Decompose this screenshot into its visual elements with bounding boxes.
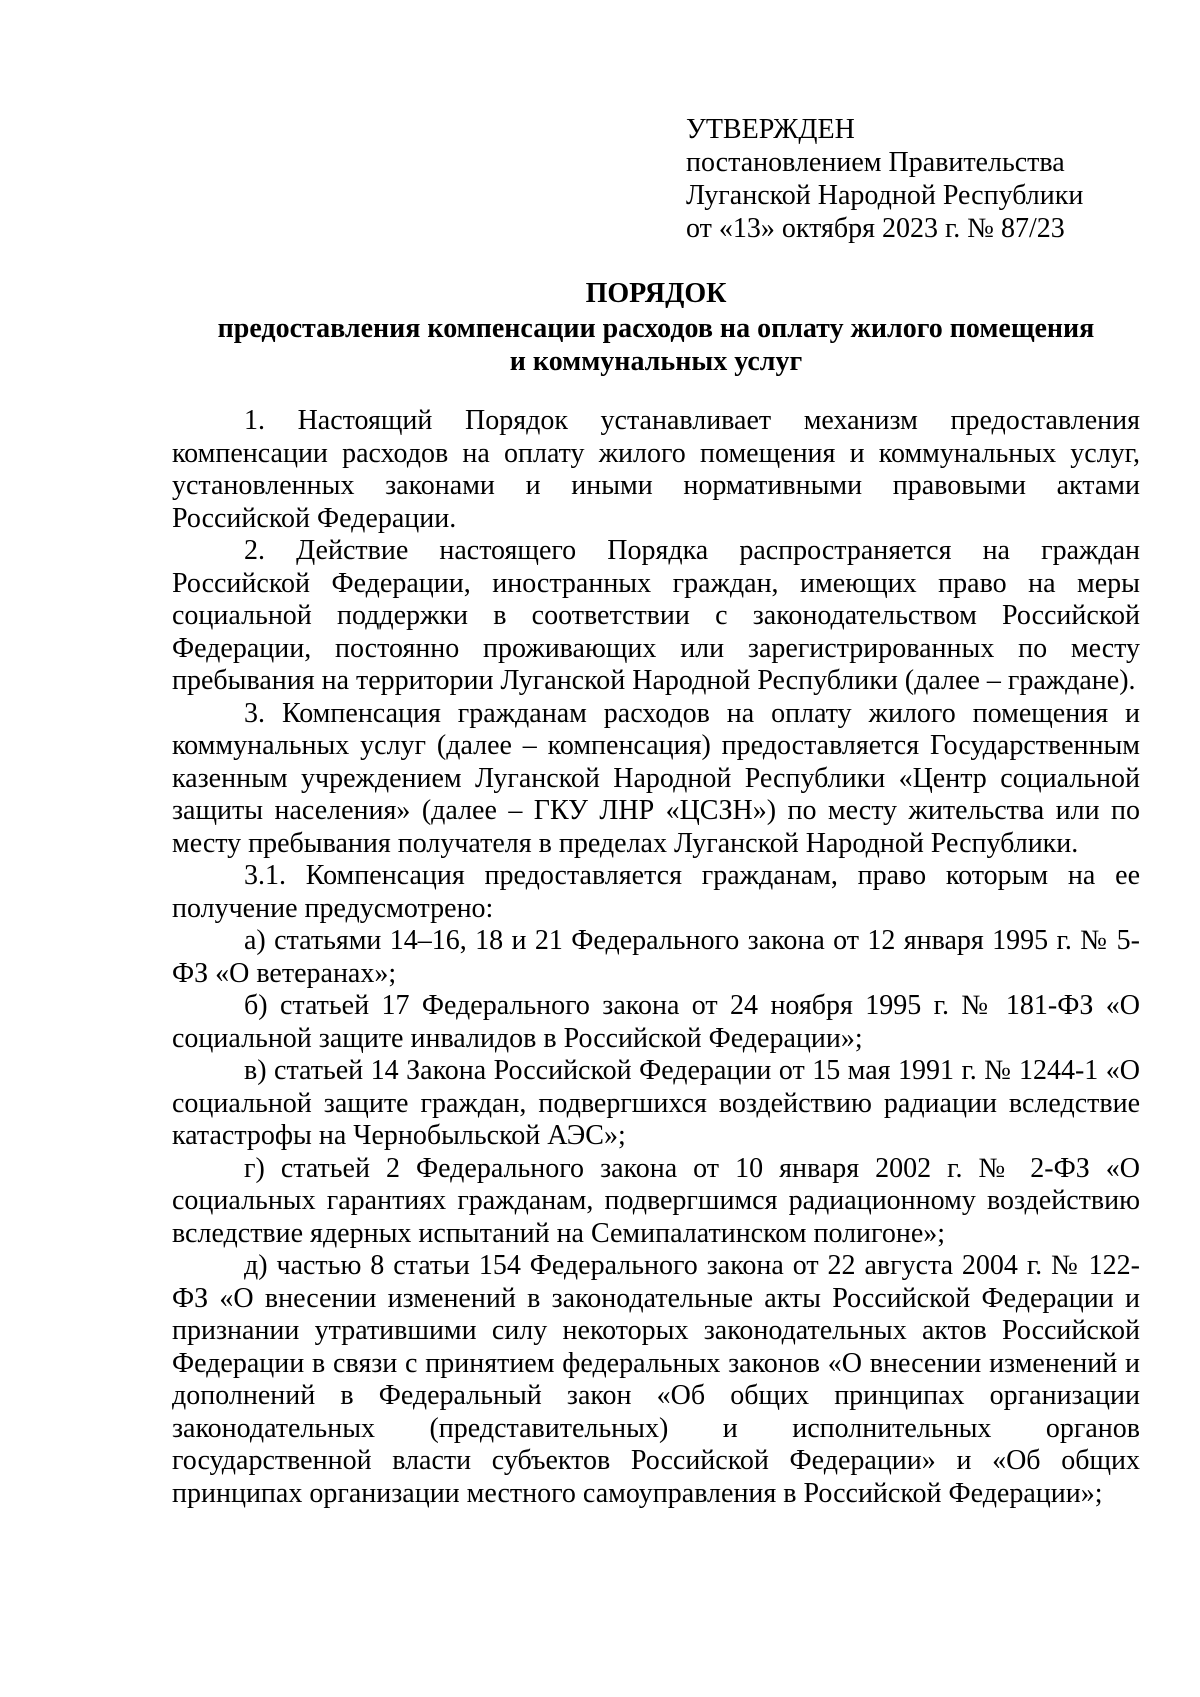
paragraph-3-1: 3.1. Компенсация предоставляется гражданам, право которым на ее получение предусмотрено: bbox=[172, 860, 1140, 924]
list-item-d: д) частью 8 статьи 154 Федерального закона от 22 августа 2004 г. № 122-ФЗ «О внесении изменений в законодательные акты Российской Федерации и признании утратившими силу некоторых законодательных актов Российской Федерации в связи с принятием федеральных законов «О внесении изменений и дополнений в Федеральный закон «Об общих принципах организации законодательных (представительных) и исполнительных органов государственной власти субъектов Российской Федерации» и «Об общих принципах организации местного самоуправления в Российской Федерации»; bbox=[172, 1250, 1140, 1509]
document-subtitle-line-2: и коммунальных услуг bbox=[509, 346, 803, 377]
approval-resolution-line: постановлением Правительства bbox=[686, 147, 1065, 178]
list-item-v: в) статьей 14 Закона Российской Федерации от 15 мая 1991 г. № 1244-1 «О социальной защите граждан, подвергшихся воздействию радиации вследствие катастрофы на Чернобыльской АЭС»; bbox=[172, 1055, 1140, 1151]
document-body bbox=[172, 405, 1140, 1510]
approval-stamp-block bbox=[686, 113, 1156, 245]
document-heading bbox=[172, 276, 1140, 378]
list-item-a: а) статьями 14–16, 18 и 21 Федерального закона от 12 января 1995 г. № 5-ФЗ «О ветеранах»; bbox=[172, 925, 1140, 989]
paragraph-3: 3. Компенсация гражданам расходов на оплату жилого помещения и коммунальных услуг (далее – компенсация) предоставляется Государственным казенным учреждением Луганской Народной Республики «Центр социальной защиты населения» (далее – ГКУ ЛНР «ЦСЗН») по месту жительства или по месту пребывания получателя в пределах Луганской Народной Республики. bbox=[172, 697, 1140, 859]
list-item-b: б) статьей 17 Федерального закона от 24 ноября 1995 г. № 181-ФЗ «О социальной защите инвалидов в Российской Федерации»; bbox=[172, 990, 1140, 1054]
document-title: ПОРЯДОК bbox=[585, 278, 727, 309]
approval-date-number-line: от «13» октября 2023 г. № 87/23 bbox=[686, 213, 1065, 244]
document-subtitle-line-1: предоставления компенсации расходов на оплату жилого помещения bbox=[217, 313, 1095, 344]
paragraph-2: 2. Действие настоящего Порядка распространяется на граждан Российской Федерации, иностранных граждан, имеющих право на меры социальной поддержки в соответствии с законодательством Российской Федерации, постоянно проживающих или зарегистрированных по месту пребывания на территории Луганской Народной Республики (далее – граждане). bbox=[172, 535, 1140, 696]
approval-republic-line: Луганской Народной Республики bbox=[686, 180, 1084, 211]
paragraph-1: 1. Настоящий Порядок устанавливает механизм предоставления компенсации расходов на оплату жилого помещения и коммунальных услуг, установленных законами и иными нормативными правовыми актами Российской Федерации. bbox=[172, 405, 1140, 534]
list-item-g: г) статьей 2 Федерального закона от 10 января 2002 г. № 2-ФЗ «О социальных гарантиях гражданам, подвергшимся радиационному воздействию вследствие ядерных испытаний на Семипалатинском полигоне»; bbox=[172, 1152, 1140, 1249]
approval-heading: УТВЕРЖДЕН bbox=[686, 114, 855, 145]
